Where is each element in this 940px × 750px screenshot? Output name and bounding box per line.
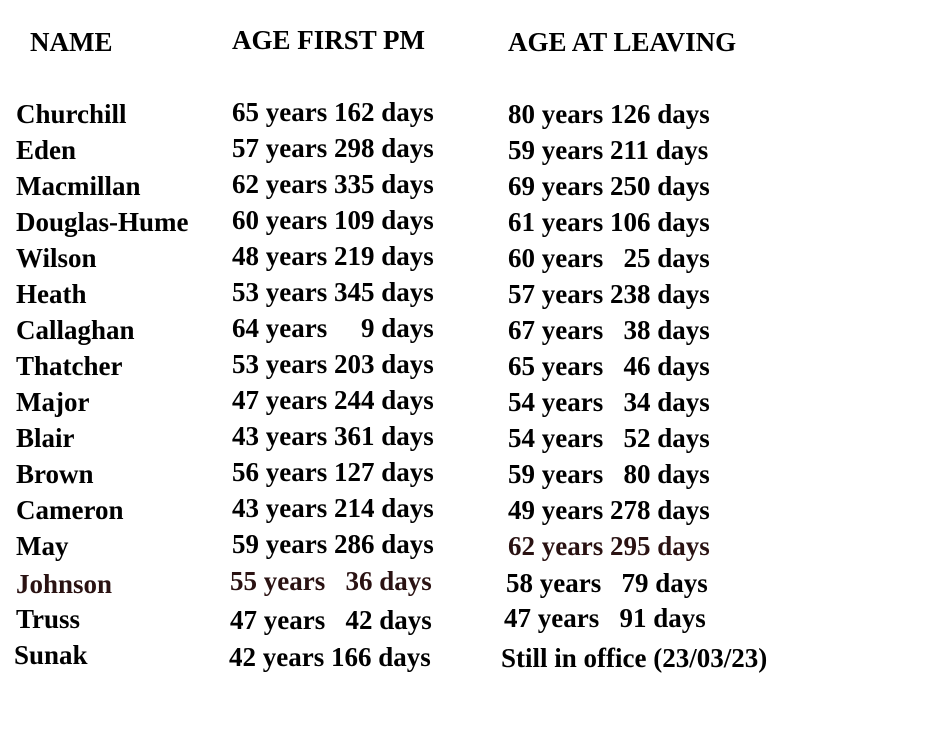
row-name-wilson: Wilson [16, 243, 97, 273]
row-name-macmillan: Macmillan [16, 171, 141, 201]
row-age-first-cameron: 43 years 214 days [232, 493, 434, 523]
row-age-leaving-blair: 54 years 52 days [508, 423, 710, 453]
row-age-leaving-thatcher: 65 years 46 days [508, 351, 710, 381]
row-name-douglas-hume: Douglas-Hume [16, 207, 189, 237]
row-age-first-churchill: 65 years 162 days [232, 97, 434, 127]
row-age-first-wilson: 48 years 219 days [232, 241, 434, 271]
row-name-churchill: Churchill [16, 99, 127, 129]
row-age-leaving-brown: 59 years 80 days [508, 459, 710, 489]
row-age-leaving-callaghan: 67 years 38 days [508, 315, 710, 345]
row-age-leaving-johnson: 58 years 79 days [506, 568, 708, 598]
row-age-leaving-wilson: 60 years 25 days [508, 243, 710, 273]
row-age-first-johnson: 55 years 36 days [230, 566, 432, 596]
row-age-leaving-major: 54 years 34 days [508, 387, 710, 417]
row-age-leaving-douglas-hume: 61 years 106 days [508, 207, 710, 237]
row-name-may: May [16, 531, 69, 561]
row-name-heath: Heath [16, 279, 87, 309]
row-age-leaving-sunak: Still in office (23/03/23) [501, 643, 768, 673]
row-age-first-douglas-hume: 60 years 109 days [232, 205, 434, 235]
row-age-first-blair: 43 years 361 days [232, 421, 434, 451]
row-age-first-major: 47 years 244 days [232, 385, 434, 415]
row-age-first-callaghan: 64 years 9 days [232, 313, 434, 343]
row-age-leaving-may: 62 years 295 days [508, 531, 710, 561]
row-name-johnson: Johnson [16, 569, 113, 599]
row-age-leaving-churchill: 80 years 126 days [508, 99, 710, 129]
row-name-eden: Eden [16, 135, 77, 165]
row-name-major: Major [16, 387, 90, 417]
row-age-first-brown: 56 years 127 days [232, 457, 434, 487]
row-name-blair: Blair [16, 423, 75, 453]
row-age-first-may: 59 years 286 days [232, 529, 434, 559]
row-name-cameron: Cameron [16, 495, 124, 525]
header-name: NAME [30, 27, 113, 57]
row-age-leaving-truss: 47 years 91 days [504, 603, 706, 633]
row-age-leaving-eden: 59 years 211 days [508, 135, 709, 165]
row-age-leaving-heath: 57 years 238 days [508, 279, 710, 309]
row-age-first-sunak: 42 years 166 days [229, 642, 431, 672]
row-name-callaghan: Callaghan [16, 315, 135, 345]
row-name-brown: Brown [16, 459, 94, 489]
header-age-first-pm: AGE FIRST PM [232, 25, 426, 55]
row-age-leaving-macmillan: 69 years 250 days [508, 171, 710, 201]
header-age-at-leaving: AGE AT LEAVING [508, 27, 737, 57]
row-age-first-truss: 47 years 42 days [230, 605, 432, 635]
row-age-leaving-cameron: 49 years 278 days [508, 495, 710, 525]
row-age-first-macmillan: 62 years 335 days [232, 169, 434, 199]
row-name-truss: Truss [16, 604, 81, 634]
row-age-first-heath: 53 years 345 days [232, 277, 434, 307]
row-age-first-eden: 57 years 298 days [232, 133, 434, 163]
row-name-thatcher: Thatcher [16, 351, 123, 381]
row-name-sunak: Sunak [14, 640, 88, 670]
row-age-first-thatcher: 53 years 203 days [232, 349, 434, 379]
